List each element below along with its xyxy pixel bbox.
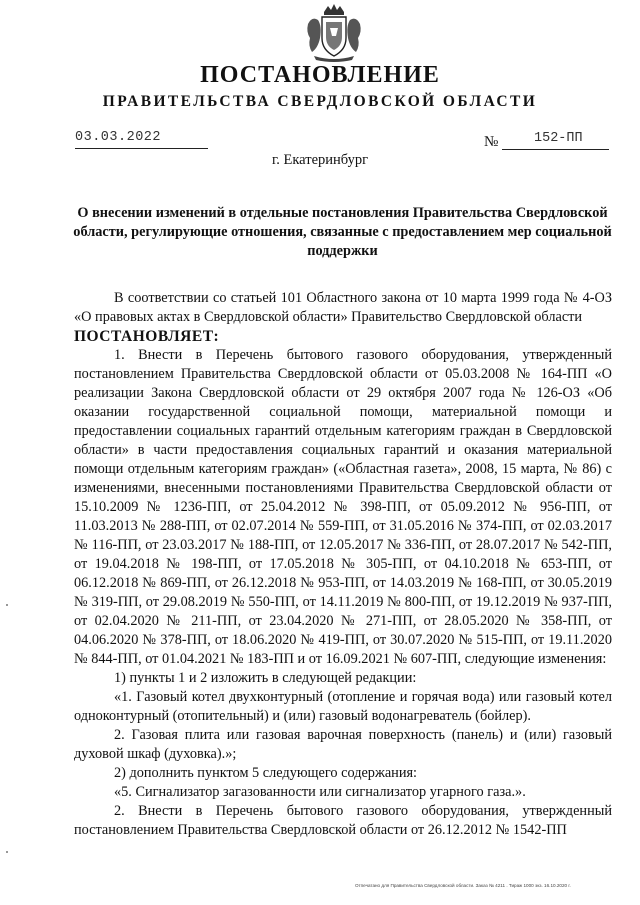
document-date: 03.03.2022 [75, 130, 162, 145]
margin-dot [6, 604, 8, 606]
intro-paragraph: В соответствии со статьей 101 Областного закона от 10 марта 1999 года № 4-ОЗ «О правовых актах в Свердловской области» Правительство Свердловской области [74, 290, 612, 325]
document-title: ПОСТАНОВЛЕНИЕ [200, 62, 440, 88]
city-line: г. Екатеринбург [271, 152, 369, 168]
margin-dot [6, 851, 8, 853]
date-underline [75, 148, 208, 149]
quote-1-paragraph: «1. Газовый котел двухконтурный (отопление и горячая вода) или газовый котел одноконтурный (отопительный) и (или) газовый водонагреватель (бойлер). [74, 689, 612, 724]
decree-word: ПОСТАНОВЛЯЕТ: [74, 328, 220, 345]
number-underline [502, 149, 609, 150]
print-footer: Отпечатано для Правительства Свердловской области. Заказ № 4211 . Тираж 1000 экз. 16.10.2020 г. [355, 883, 571, 888]
document-body [74, 289, 612, 840]
subitem-2-paragraph: 2) дополнить пунктом 5 следующего содержания: [114, 765, 418, 781]
document-subject: О внесении изменений в отдельные постановления Правительства Свердловской области, регулирующие отношения, связанные с предоставлением мер социальной поддержки [73, 205, 612, 259]
subitem-1-paragraph: 1) пункты 1 и 2 изложить в следующей редакции: [114, 670, 417, 686]
item-2-paragraph: 2. Внести в Перечень бытового газового оборудования, утвержденный постановлением Правительства Свердловской области от 26.12.2012 № 1542-ПП [74, 803, 612, 838]
item-1-paragraph: 1. Внести в Перечень бытового газового оборудования, утвержденный постановлением Правительства Свердловской области от 05.03.2008 № 164-ПП «О реализации Закона Свердловской области от 29 октября 2007 года № 126-ОЗ «Об оказании государственной социальной помощи, материальной помощи и предоставлении социальных гарантий отдельным категориям граждан в Свердловской области» в части предоставления социальных гарантий и оказания материальной помощи отдельным категориям граждан» («Областная газета», 2008, 15 марта, № 86) с изменениями, внесенными постановлениями Правительства Свердловской области от 15.10.2009 № 1236-ПП, от 25.04.2012 № 398-ПП, от 05.09.2012 № 956-ПП, от 11.03.2013 № 288-ПП, от 02.07.2014 № 559-ПП, от 31.05.2016 № 374-ПП, от 02.03.2017 № 116-ПП, от 23.03.2017 № 188-ПП, от 12.05.2017 № 336-ПП, от 28.07.2017 № 542-ПП, от 19.04.2018 № 198-ПП, от 17.05.2018 № 305-ПП, от 04.10.2018 № 653-ПП, от 06.12.2018 № 869-ПП, от 26.12.2018 № 953-ПП, от 14.03.2019 № 168-ПП, от 30.05.2019 № 319-ПП, от 29.08.2019 № 550-ПП, от 14.11.2019 № 800-ПП, от 19.12.2019 № 937-ПП, от 02.04.2020 № 211-ПП, от 23.04.2020 № 271-ПП, от 28.05.2020 № 358-ПП, от 04.06.2020 № 378-ПП, от 18.06.2020 № 419-ПП, от 30.07.2020 № 515-ПП, от 19.11.2020 № 844-ПП, от 01.04.2021 № 183-ПП и от 16.09.2021 № 607-ПП, следующие изменения: [74, 347, 612, 667]
quote-2-paragraph: 2. Газовая плита или газовая варочная поверхность (панель) и (или) газовый духовой шкаф (духовка).»; [74, 727, 612, 762]
document-number: 152-ПП [534, 131, 583, 146]
coat-of-arms-icon [302, 2, 366, 62]
quote-3-paragraph: «5. Сигнализатор загазованности или сигнализатор угарного газа.». [114, 784, 526, 800]
document-subtitle: ПРАВИТЕЛЬСТВА СВЕРДЛОВСКОЙ ОБЛАСТИ [102, 93, 538, 110]
number-sign: № [484, 134, 499, 150]
